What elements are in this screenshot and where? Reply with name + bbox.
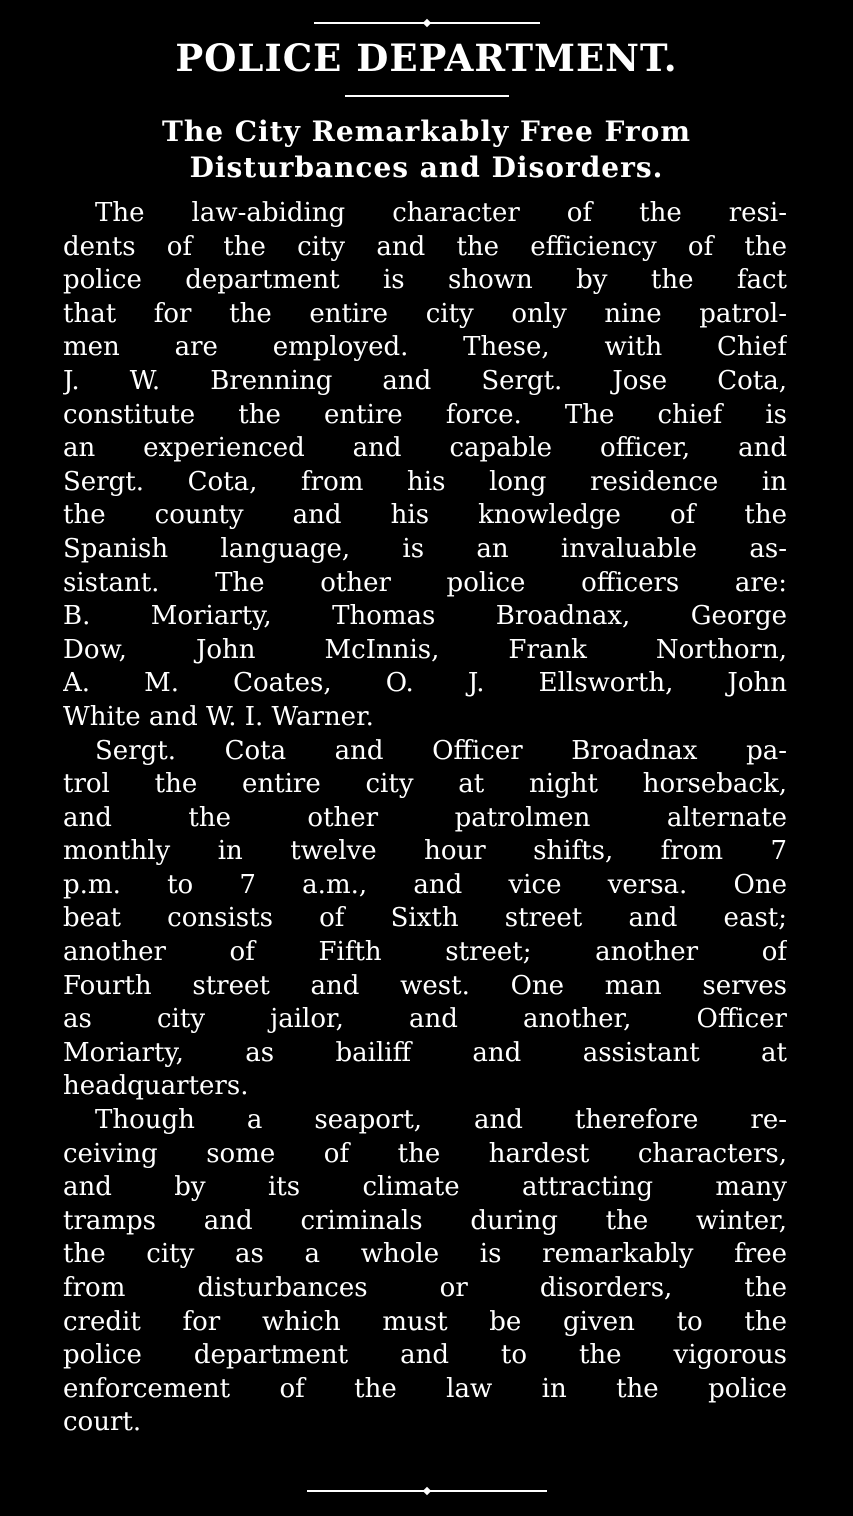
article-line: Spanish language, is an invaluable as- <box>63 533 787 564</box>
article-line: J. W. Brenning and Sergt. Jose Cota, <box>63 365 787 396</box>
article-line: monthly in twelve hour shifts, from 7 <box>63 836 787 867</box>
article-subheadline-line: Disturbances and Disorders. <box>189 151 664 184</box>
article-line: trol the entire city at night horseback, <box>63 769 787 800</box>
article-subheadline-line: The City Remarkably Free From <box>162 115 691 148</box>
article-line: enforcement of the law in the police <box>63 1373 787 1404</box>
headline-divider-rule <box>345 95 509 97</box>
article-line: police department is shown by the fact <box>63 265 787 296</box>
article-line: that for the entire city only nine patrol- <box>63 298 787 329</box>
article-line: beat consists of Sixth street and east; <box>63 903 787 934</box>
article-line: dents of the city and the efficiency of the <box>63 231 787 262</box>
article-line: p.m. to 7 a.m., and vice versa. One <box>63 869 787 900</box>
article-line: an experienced and capable officer, and <box>63 433 787 464</box>
divider-ornament-icon <box>422 19 430 27</box>
article-line: men are employed. These, with Chief <box>63 332 787 363</box>
article-line: Sergt. Cota and Officer Broadnax pa- <box>95 735 787 766</box>
article-line: and by its climate attracting many <box>63 1172 787 1203</box>
article-line: the county and his knowledge of the <box>63 500 787 531</box>
article-line: A. M. Coates, O. J. Ellsworth, John <box>63 668 787 699</box>
article-line: The law-abiding character of the resi- <box>95 198 787 228</box>
article-headline: POLICE DEPARTMENT. <box>175 36 678 80</box>
article-line: credit for which must be given to the <box>63 1306 787 1337</box>
article-line: Though a seaport, and therefore re- <box>95 1105 787 1136</box>
article-line: Moriarty, as bailiff and assistant at <box>63 1037 787 1068</box>
article-line: from disturbances or disorders, the <box>63 1273 787 1303</box>
article-line: constitute the entire force. The chief is <box>63 399 787 430</box>
article-line: Sergt. Cota, from his long residence in <box>63 466 787 497</box>
article-line: ceiving some of the hardest characters, <box>63 1138 787 1169</box>
divider-ornament-icon <box>422 1487 430 1495</box>
top-divider-rule <box>314 22 540 24</box>
bottom-divider-rule <box>307 1490 547 1492</box>
article-line: court. <box>63 1407 142 1438</box>
article-line: White and W. I. Warner. <box>63 701 374 732</box>
article-line: B. Moriarty, Thomas Broadnax, George <box>63 601 787 632</box>
article-body <box>63 197 787 1440</box>
article-line: another of Fifth street; another of <box>63 937 787 968</box>
article-line: as city jailor, and another, Officer <box>63 1004 787 1035</box>
article-line: Fourth street and west. One man serves <box>63 970 787 1001</box>
article-line: Dow, John McInnis, Frank Northorn, <box>63 634 787 665</box>
article-line: headquarters. <box>63 1071 249 1102</box>
article-line: tramps and criminals during the winter, <box>63 1205 787 1236</box>
article-line: police department and to the vigorous <box>63 1340 787 1371</box>
article-line: and the other patrolmen alternate <box>63 802 787 833</box>
article-line: sistant. The other police officers are: <box>63 567 787 598</box>
article-line: the city as a whole is remarkably free <box>63 1239 787 1270</box>
